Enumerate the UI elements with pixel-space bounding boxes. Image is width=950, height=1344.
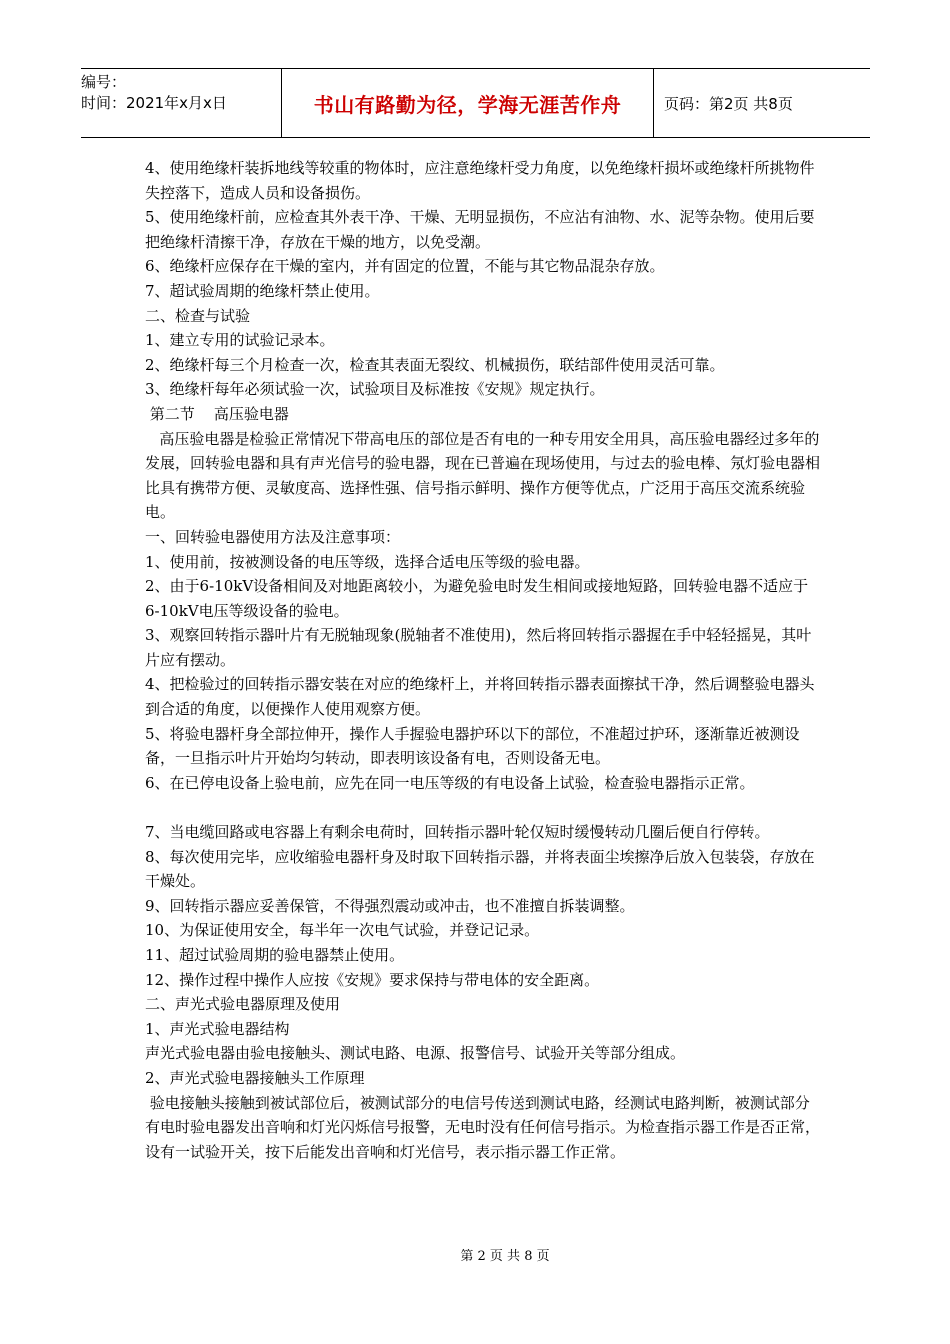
paragraph: 6、在已停电设备上验电前，应先在同一电压等级的有电设备上试验，检查验电器指示正常。 [145,773,755,792]
number-label: 编号： [81,73,127,91]
paragraph: 7、超试验周期的绝缘杆禁止使用。 [145,281,380,300]
document-body [145,156,821,1164]
section-heading: 二、检查与试验 [145,306,251,325]
header-page-info: 页码：第2页 共8页 [664,94,793,113]
section-heading: 二、声光式验电器原理及使用 [145,995,341,1014]
blank-line [145,795,821,820]
paragraph: 8、每次使用完毕，应收缩验电器杆身及时取下回转指示器，并将表面尘埃擦净后放入包装袋，存放在干燥处。 [145,847,815,891]
sub-heading: 2、声光式验电器接触头工作原理 [145,1068,365,1087]
paragraph: 声光式验电器由验电接触头、测试电路、电源、报警信号、试验开关等部分组成。 [145,1044,686,1063]
paragraph: 11、超过试验周期的验电器禁止使用。 [145,946,405,964]
paragraph: 4、使用绝缘杆装拆地线等较重的物体时，应注意绝缘杆受力角度，以免绝缘杆损坏或绝缘杆所挑物件失控落下，造成人员和设备损伤。 [145,159,815,202]
paragraph: 12、操作过程中操作人应按《安规》要求保持与带电体的安全距离。 [145,970,600,989]
sub-heading: 1、声光式验电器结构 [145,1019,290,1038]
paragraph: 4、把检验过的回转指示器安装在对应的绝缘杆上，并将回转指示器表面擦拭干净，然后调整验电器头到合适的角度，以便操作人使用观察方便。 [145,675,815,719]
paragraph: 6、绝缘杆应保存在干燥的室内，并有固定的位置，不能与其它物品混杂存放。 [145,257,665,276]
header-meta [81,69,282,137]
paragraph: 5、将验电器杆身全部拉伸开，操作人手握验电器护环以下的部位，不准超过护环，逐渐靠近被测设备，一旦指示叶片开始均匀转动，即表明该设备有电，否则设备无电。 [145,724,800,768]
paragraph: 2、由于6-10kV设备相间及对地距离较小，为避免验电时发生相间或接地短路，回转验电器不适应于6-10kV电压等级设备的验电。 [145,577,809,620]
page-header [81,68,870,138]
header-motto: 书山有路勤为径，学海无涯苦作舟 [282,69,654,137]
paragraph: 5、使用绝缘杆前，应检查其外表干净、干燥、无明显损伤，不应沾有油物、水、泥等杂物。使用后要把绝缘杆清擦干净，存放在干燥的地方，以免受潮。 [145,208,815,251]
paragraph: 2、绝缘杆每三个月检查一次，检查其表面无裂纹、机械损伤，联结部件使用灵活可靠。 [145,355,725,374]
paragraph: 10、为保证使用安全，每半年一次电气试验，并登记记录。 [145,921,540,940]
paragraph: 3、观察回转指示器叶片有无脱轴现象(脱轴者不准使用)，然后将回转指示器握在手中轻轻摇晃，其叶片应有摆动。 [145,626,812,669]
paragraph: 高压验电器是检验正常情况下带高电压的部位是否有电的一种专用安全用具，高压验电器经过多年的发展，回转验电器和具有声光信号的验电器，现在已普遍在现场使用，与过去的验电棒、氖灯验电器相比具有携带方便、灵敏度高、选择性强、信号指示鲜明、操作方便等优点，广泛用于高压交流系统验电。 [145,429,821,522]
paragraph: 验电接触头接触到被试部位后，被测试部分的电信号传送到测试电路，经测试电路判断，被测试部分有电时验电器发出音响和灯光闪烁信号报警，无电时没有任何信号指示。为检查指示器工作是否正常，设有一试验开关，按下后能发出音响和灯光信号，表示指示器工作正常。 [145,1093,821,1161]
paragraph: 1、建立专用的试验记录本。 [145,331,335,350]
section-heading: 第二节 高压验电器 [145,404,289,423]
section-heading: 一、回转验电器使用方法及注意事项： [145,527,401,546]
paragraph: 3、绝缘杆每年必须试验一次，试验项目及标准按《安规》规定执行。 [145,380,605,399]
time-label: 时间：2021年x月x日 [81,94,227,112]
paragraph: 9、回转指示器应妥善保管，不得强烈震动或冲击，也不准擅自拆装调整。 [145,896,635,915]
paragraph: 1、使用前，按被测设备的电压等级，选择合适电压等级的验电器。 [145,552,590,571]
page-footer: 第 2 页 共 8 页 [460,1249,550,1264]
paragraph: 7、当电缆回路或电容器上有剩余电荷时，回转指示器叶轮仅短时缓慢转动几圈后便自行停转。 [145,823,770,842]
